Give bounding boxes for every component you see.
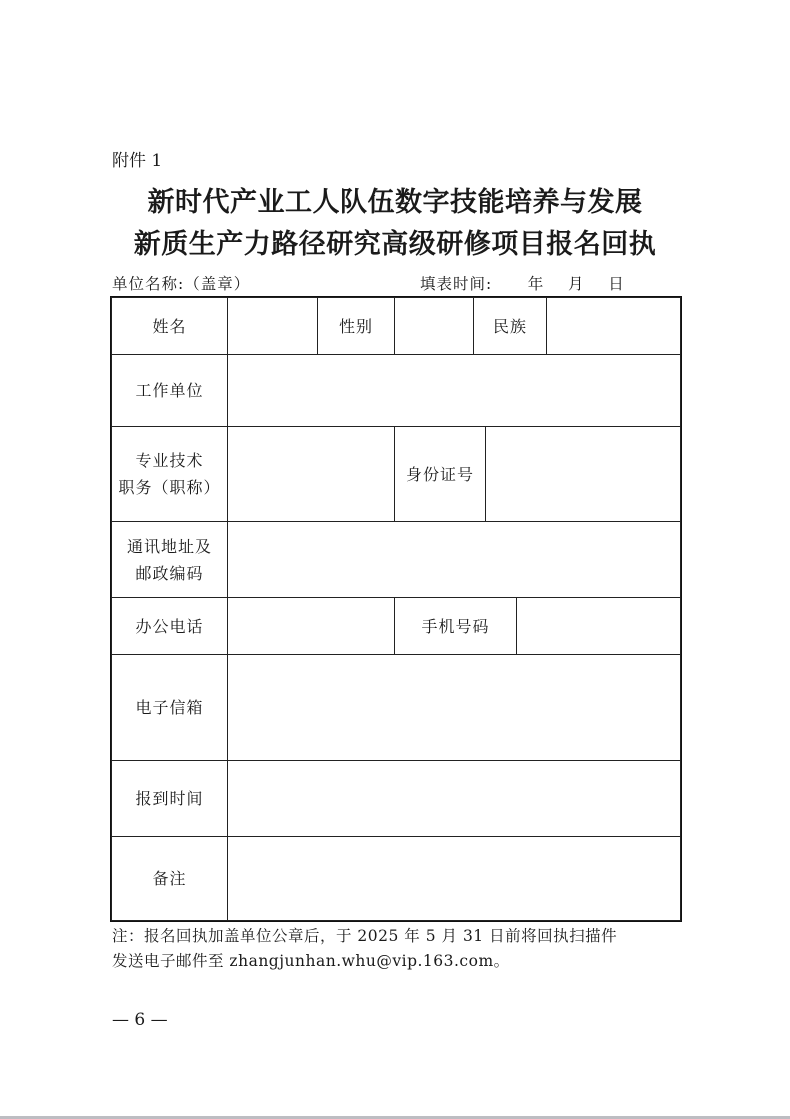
fill-time-label: 填表时间: 年 月 日	[420, 275, 625, 293]
document-title-line1: 新时代产业工人队伍数字技能培养与发展	[147, 187, 643, 218]
professional-title-label	[111, 426, 228, 522]
address-field[interactable]	[227, 521, 681, 598]
work-unit-field[interactable]	[227, 354, 681, 427]
mobile-field[interactable]	[516, 597, 681, 655]
address-label-line2: 邮政编码	[135, 563, 204, 583]
submission-note-line2: 发送电子邮件至 zhangjunhan.whu@vip.163.com。	[112, 952, 510, 970]
professional-title-label-line2: 职务（职称）	[118, 478, 221, 497]
name-label: 姓名	[111, 297, 228, 355]
document-title-line2: 新质生产力路径研究高级研修项目报名回执	[133, 229, 657, 260]
address-label	[111, 521, 228, 598]
submission-note-line1: 注：报名回执加盖单位公章后，于 2025 年 5 月 31 日前将回执扫描件	[112, 927, 618, 945]
gender-field[interactable]	[394, 297, 474, 355]
professional-title-label-line1: 专业技术	[135, 451, 204, 470]
gender-label: 性别	[317, 297, 395, 355]
id-number-field[interactable]	[485, 426, 681, 522]
unit-name-label: 单位名称:（盖章）	[112, 275, 251, 293]
submission-note	[112, 924, 687, 974]
remarks-label: 备注	[111, 836, 228, 921]
attachment-label: 附件 1	[112, 151, 163, 171]
office-phone-label: 办公电话	[111, 597, 228, 655]
email-label: 电子信箱	[111, 654, 228, 761]
remarks-field[interactable]	[227, 836, 681, 921]
page-number: — 6 —	[112, 1010, 168, 1030]
ethnicity-field[interactable]	[546, 297, 681, 355]
email-field[interactable]	[227, 654, 681, 761]
professional-title-field[interactable]	[227, 426, 395, 522]
mobile-label: 手机号码	[394, 597, 517, 655]
arrival-time-label: 报到时间	[111, 760, 228, 837]
arrival-time-field[interactable]	[227, 760, 681, 837]
name-field[interactable]	[227, 297, 318, 355]
ethnicity-label: 民族	[473, 297, 547, 355]
address-label-line1: 通讯地址及	[126, 536, 212, 556]
work-unit-label: 工作单位	[111, 354, 228, 427]
id-number-label: 身份证号	[394, 426, 486, 522]
office-phone-field[interactable]	[227, 597, 395, 655]
